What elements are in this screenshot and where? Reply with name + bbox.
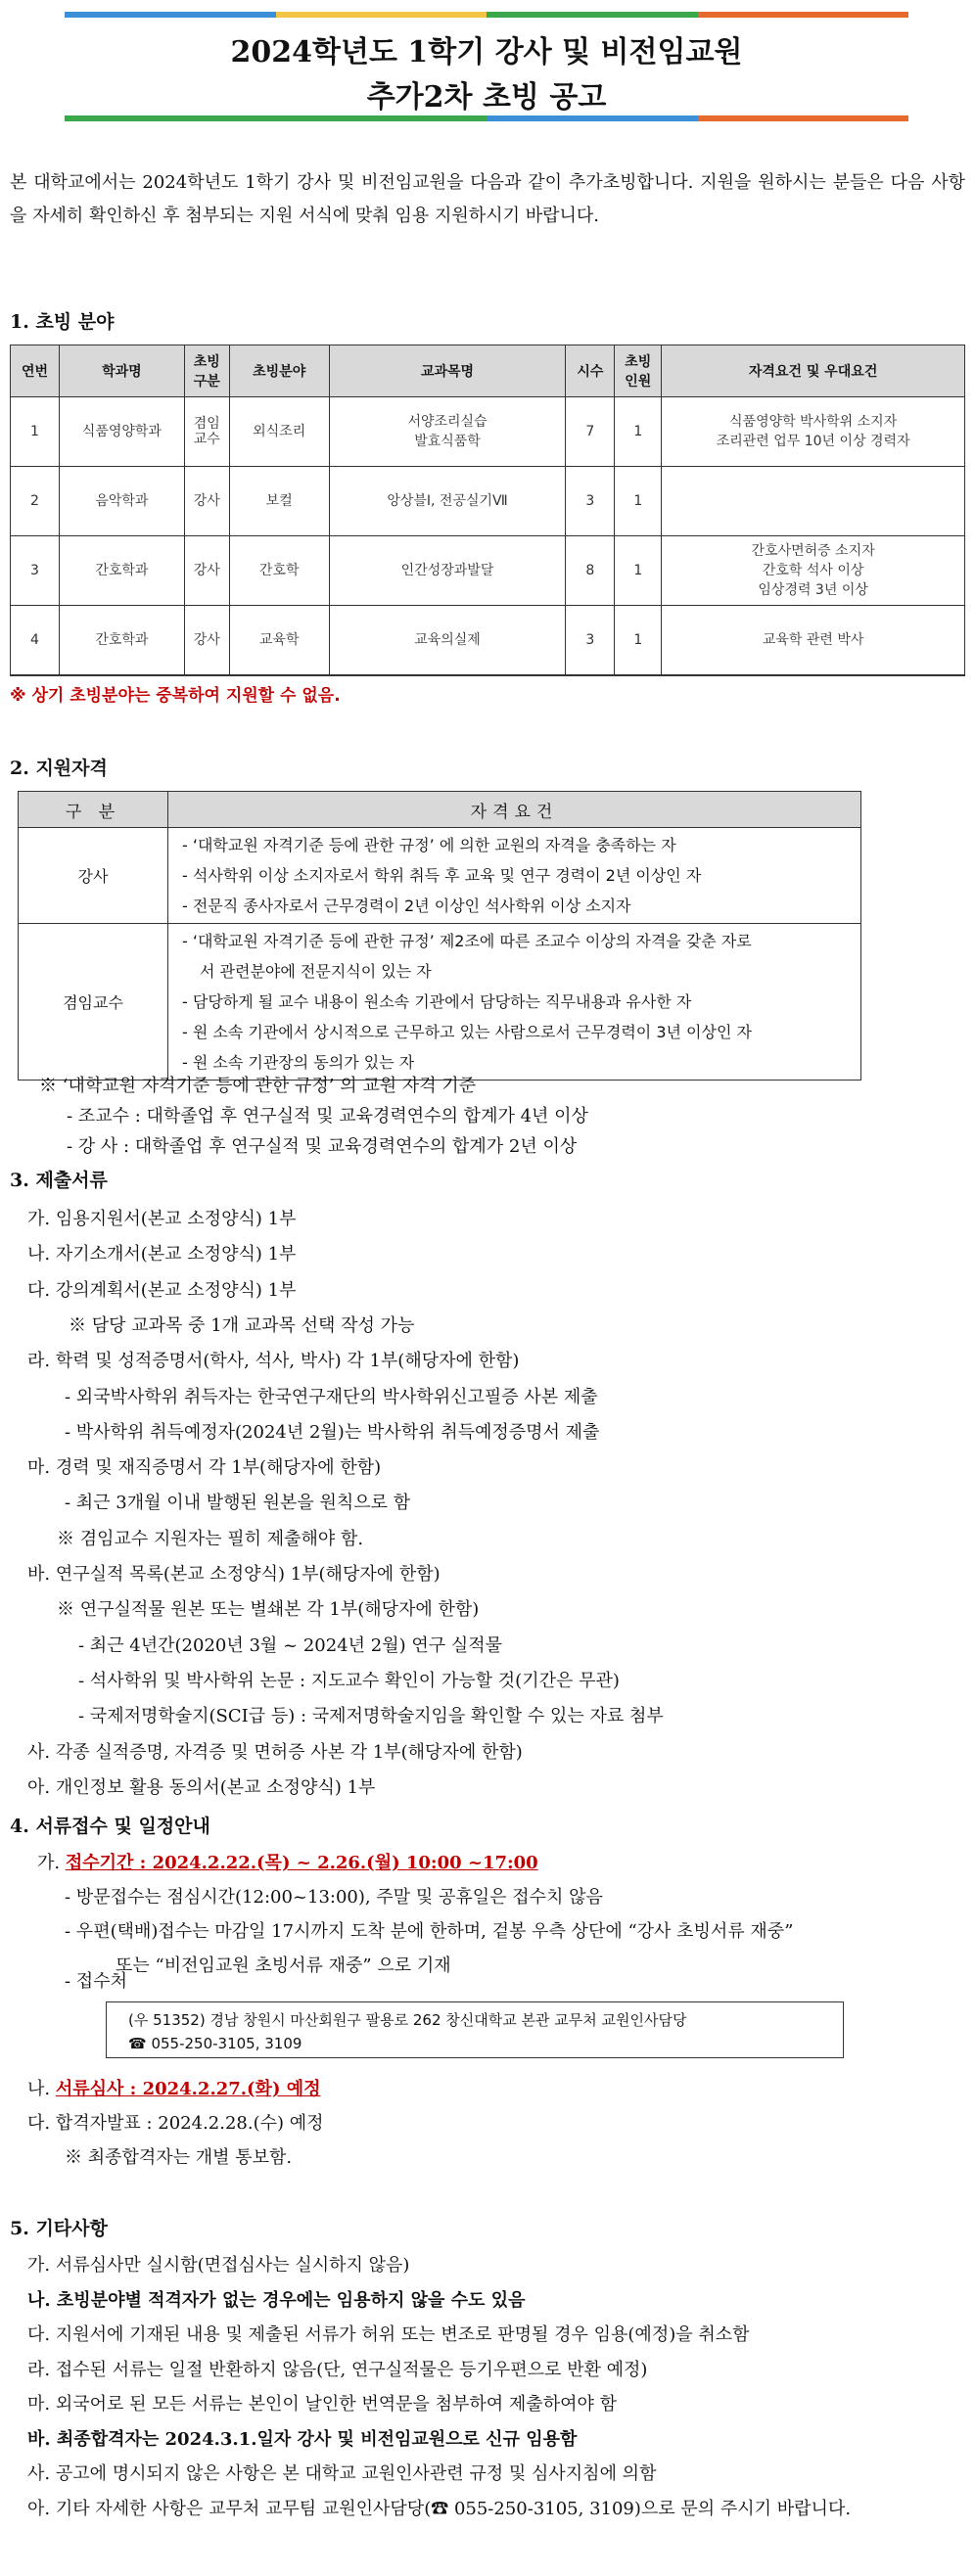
duplicate-warning: ※ 상기 초빙분야는 중복하여 지원할 수 없음.: [10, 686, 341, 706]
table-cell: 3: [11, 536, 60, 606]
document-item: - 외국박사학위 취득자는 한국연구재단의 박사학위신고필증 사본 제출: [65, 1386, 598, 1407]
document-item: 다. 강의계획서(본교 소정양식) 1부: [27, 1279, 297, 1301]
table-cell: 1: [615, 536, 662, 606]
table-cell: 교육의실제: [329, 606, 566, 676]
table-cell: 보컬: [229, 467, 329, 536]
table-cell: 강사: [184, 467, 229, 536]
col-header: 연번: [11, 345, 60, 397]
col-header: 교과목명: [329, 345, 566, 397]
other-item: 바. 최종합격자는 2024.3.1.일자 강사 및 비전임교원으로 신규 임용함: [27, 2428, 578, 2450]
table-cell: 교육학 관련 박사: [662, 606, 965, 676]
announcement-date: 다. 합격자발표 : 2024.2.28.(수) 예정: [27, 2113, 324, 2134]
table-cell: 식품영양학과: [59, 397, 184, 467]
qual-adjunct-item: - 담당하게 될 교수 내용이 원소속 기관에서 담당하는 직무내용과 유사한 자: [182, 992, 692, 1011]
table-cell: 간호학과: [59, 606, 184, 676]
announcement-note: ※ 최종합격자는 개별 통보함.: [65, 2147, 293, 2168]
reception-period: [37, 1849, 538, 1874]
document-item: 라. 학력 및 성적증명서(학사, 석사, 박사) 각 1부(해당자에 한함): [27, 1351, 520, 1372]
table-cell: 간호사면허증 소지자 간호학 석사 이상 임상경력 3년 이상: [662, 536, 965, 606]
qualification-table: [18, 791, 861, 1081]
qual-adjunct-label: 겸임교수: [19, 924, 168, 1081]
reception-note-3: 또는 “비전임교원 초빙서류 재중” 으로 기재: [116, 1955, 451, 1976]
qual-note-1: - 조교수 : 대학졸업 후 연구실적 및 교육경력연수의 합계가 4년 이상: [67, 1106, 588, 1127]
document-item: 사. 각종 실적증명, 자격증 및 면허증 사본 각 1부(해당자에 한함): [27, 1741, 523, 1763]
col-header: 초빙 인원: [615, 345, 662, 397]
qual-lecturer-label: 강사: [19, 828, 168, 924]
qual-adjunct-item: 서 관련분야에 전문지식이 있는 자: [200, 962, 432, 981]
qual-adjunct-item: - 원 소속 기관에서 상시적으로 근무하고 있는 사람으로서 근무경력이 3년 이상인 자: [182, 1023, 752, 1041]
qual-col-req: 자격요건: [168, 792, 861, 828]
table-cell: 8: [566, 536, 615, 606]
reception-note-1: - 방문접수는 점심시간(12:00~13:00), 주말 및 공휴일은 접수치 않음: [65, 1887, 603, 1908]
table-cell: 간호학과: [59, 536, 184, 606]
document-item: - 최근 3개월 이내 발행된 원본을 원칙으로 함: [65, 1493, 411, 1514]
qual-adjunct-items: [168, 924, 861, 1081]
other-item: 다. 지원서에 기재된 내용 및 제출된 서류가 허위 또는 변조로 판명될 경우 임용(예정)을 취소함: [27, 2324, 750, 2345]
qual-note-title: ※ ‘대학교원 자격기준 등에 관한 규정’ 의 교원 자격 기준: [39, 1076, 477, 1096]
table-cell: 식품영양학 박사학위 소지자 조리관련 업무 10년 이상 경력자: [662, 397, 965, 467]
table-cell: 1: [11, 397, 60, 467]
address-line: (우 51352) 경남 창원시 마산회원구 팔용로 262 창신대학교 본관 교무처 교원인사담당: [128, 2011, 687, 2029]
reception-period-text: 접수기간 : 2024.2.22.(목) ~ 2.26.(월) 10:00 ~17:00: [65, 1853, 538, 1873]
screening-date: [27, 2075, 321, 2100]
reception-prefix: 가.: [37, 1853, 66, 1873]
document-item: - 박사학위 취득예정자(2024년 2월)는 박사학위 취득예정증명서 제출: [65, 1421, 600, 1443]
table-cell: 4: [11, 606, 60, 676]
title-stripe-bottom: [65, 115, 908, 121]
table-cell: 앙상블Ⅰ, 전공실기Ⅶ: [329, 467, 566, 536]
table-row: [11, 606, 965, 676]
table-cell: 음악학과: [59, 467, 184, 536]
qual-note-2: - 강 사 : 대학졸업 후 연구실적 및 교육경력연수의 합계가 2년 이상: [67, 1136, 578, 1157]
document-item: 마. 경력 및 재직증명서 각 1부(해당자에 한함): [27, 1457, 382, 1479]
section2-heading: 2. 지원자격: [10, 758, 108, 779]
intro-paragraph: 본 대학교에서는 2024학년도 1학기 강사 및 비전임교원을 다음과 같이 추가초빙합니다. 지원을 원하시는 분들은 다음 사항을 자세히 확인하신 후 첨부되는 지원 서식에 맞춰 임용 지원하시기 바랍니다.: [10, 172, 965, 226]
document-item: ※ 연구실적물 원본 또는 별쇄본 각 1부(해당자에 한함): [57, 1599, 480, 1621]
table-cell: 강사: [184, 606, 229, 676]
document-item: 나. 자기소개서(본교 소정양식) 1부: [27, 1244, 297, 1265]
table-cell: 강사: [184, 536, 229, 606]
document-item: - 국제저명학술지(SCI급 등) : 국제저명학술지임을 확인할 수 있는 자료 첨부: [78, 1706, 664, 1727]
other-item: 라. 접수된 서류는 일절 반환하지 않음(단, 연구실적물은 등기우편으로 반환 예정): [27, 2359, 648, 2380]
table-cell: 간호학: [229, 536, 329, 606]
table-cell: 3: [566, 606, 615, 676]
section1-heading: 1. 초빙 분야: [10, 311, 115, 333]
screening-prefix: 나.: [27, 2079, 56, 2099]
document-item: 가. 임용지원서(본교 소정양식) 1부: [27, 1209, 297, 1229]
table-cell: 외식조리: [229, 397, 329, 467]
col-header: 시수: [566, 345, 615, 397]
document-item: - 석사학위 및 박사학위 논문 : 지도교수 확인이 가능할 것(기간은 무관): [78, 1670, 620, 1691]
other-item: 사. 공고에 명시되지 않은 사항은 본 대학교 교원인사관련 규정 및 심사지침에 의함: [27, 2463, 657, 2484]
table-cell: 서양조리실습 발효식품학: [329, 397, 566, 467]
title-line-2: 추가2차 초빙 공고: [366, 80, 607, 115]
col-header: 초빙분야: [229, 345, 329, 397]
table-cell: 1: [615, 467, 662, 536]
recruitment-table: [10, 345, 965, 676]
document-item: ※ 담당 교과목 중 1개 교과목 선택 작성 가능: [69, 1314, 415, 1336]
table-cell: 2: [11, 467, 60, 536]
qual-lecturer-item: - 전문직 종사자로서 근무경력이 2년 이상인 석사학위 이상 소지자: [182, 897, 631, 915]
qual-lecturer-items: [168, 828, 861, 924]
phone-line: ☎ 055-250-3105, 3109: [128, 2035, 302, 2052]
other-item: 마. 외국어로 된 모든 서류는 본인이 날인한 번역문을 첨부하여 제출하여야 함: [27, 2394, 617, 2415]
table-row: [11, 536, 965, 606]
document-item: 아. 개인정보 활용 동의서(본교 소정양식) 1부: [27, 1776, 376, 1798]
table-cell: 인간성장과발달: [329, 536, 566, 606]
qual-lecturer-item: - 석사학위 이상 소지자로서 학위 취득 후 교육 및 연구 경력이 2년 이상인 자: [182, 866, 702, 885]
qual-col-type: 구 분: [19, 792, 168, 828]
other-item: 나. 초빙분야별 적격자가 없는 경우에는 임용하지 않을 수도 있음: [27, 2289, 526, 2311]
section3-heading: 3. 제출서류: [10, 1170, 108, 1191]
reception-note-4: - 접수처: [65, 1971, 127, 1992]
document-item: ※ 겸임교수 지원자는 필히 제출해야 함.: [57, 1528, 364, 1549]
title-stripe-top: [65, 12, 908, 18]
table-cell: 1: [615, 397, 662, 467]
reception-note-2: - 우편(택배)접수는 마감일 17시까지 도착 분에 한하며, 겉봉 우측 상단에 “강사 초빙서류 재중”: [65, 1921, 794, 1942]
col-header: 자격요건 및 우대요건: [662, 345, 965, 397]
table-cell: 7: [566, 397, 615, 467]
table-cell: 3: [566, 467, 615, 536]
table-cell: 1: [615, 606, 662, 676]
table-row: [11, 397, 965, 467]
table-row: [11, 467, 965, 536]
section4-heading: 4. 서류접수 및 일정안내: [10, 1816, 210, 1837]
document-item: - 최근 4년간(2020년 3월 ~ 2024년 2월) 연구 실적물: [78, 1634, 502, 1656]
other-item: 아. 기타 자세한 사항은 교무처 교무팀 교원인사담당(☎ 055-250-3105, 3109)으로 문의 주시기 바랍니다.: [27, 2498, 852, 2519]
qual-adjunct-item: - 원 소속 기관장의 동의가 있는 자: [182, 1053, 415, 1072]
other-item: 가. 서류심사만 실시함(면접심사는 실시하지 않음): [27, 2255, 410, 2276]
table-cell: 교육학: [229, 606, 329, 676]
col-header: 학과명: [59, 345, 184, 397]
screening-date-text: 서류심사 : 2024.2.27.(화) 예정: [55, 2079, 321, 2099]
reception-address-box: [106, 2001, 844, 2058]
qual-lecturer-item: - ‘대학교원 자격기준 등에 관한 규정’ 에 의한 교원의 자격을 충족하는 자: [182, 836, 676, 854]
title-box: [65, 12, 908, 121]
qual-adjunct-item: - ‘대학교원 자격기준 등에 관한 규정’ 제2조에 따른 조교수 이상의 자격을 갖춘 자로: [182, 932, 752, 950]
title-line-1: 2024학년도 1학기 강사 및 비전임교원: [230, 35, 743, 69]
col-header: 초빙 구분: [184, 345, 229, 397]
document-item: 바. 연구실적 목록(본교 소정양식) 1부(해당자에 한함): [27, 1564, 441, 1585]
table-cell: 겸임 교수: [184, 397, 229, 467]
section5-heading: 5. 기타사항: [10, 2218, 108, 2239]
table-cell: [662, 467, 965, 536]
